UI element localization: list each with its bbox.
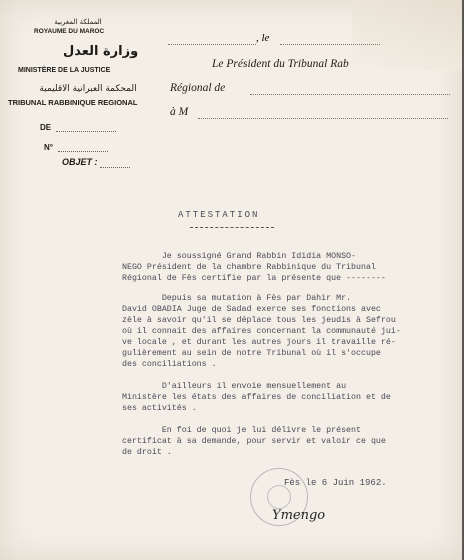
arabic-kingdom-text: المملكة المغربية: [54, 18, 102, 26]
objet-dotline: [100, 167, 130, 168]
body-line-6: David OBADIA Juge de Sadad exerce ses fonctions avec: [122, 305, 381, 314]
body-line-14: Ministère les états des affaires de conciliation et de: [122, 393, 391, 402]
document-title: ATTESTATION: [178, 210, 260, 220]
body-line-8: où il connait des affaires concernant la communauté jui-: [122, 327, 401, 336]
body-line-15: ses activités .: [122, 404, 197, 413]
body-line-17: En foi de quoi je lui délivre le présent: [122, 426, 361, 435]
torn-corner: [352, 0, 462, 70]
body-line-13: D'ailleurs il envoie mensuellement au: [122, 382, 347, 391]
de-label: DE: [40, 123, 52, 132]
body-line-2: NEGO Président de la chambre Rabbinique du Tribunal: [122, 263, 376, 272]
le-label: , le: [256, 32, 270, 44]
body-line-18: certificat à sa demande, pour servir et valoir ce que: [122, 437, 386, 446]
regional-text: Régional de: [170, 82, 226, 94]
arabic-tribunal-text: المحكمة العبرانية الاقليمية: [39, 84, 137, 94]
body-line-7: zèle à savoir qu'il se déplace tous les jeudis à Sefrou: [122, 316, 396, 325]
a-m-text: à M: [170, 106, 189, 118]
body-line-10: gulièrement au sein de notre Tribunal où il s'occupe: [122, 349, 381, 358]
body-line-19: de droit .: [122, 448, 172, 457]
body-line-5: Depuis sa mutation à Fès par Dahir Mr.: [122, 294, 352, 303]
tribunal-text: TRIBUNAL RABBINIQUE REGIONAL: [8, 98, 138, 107]
body-line-11: des conciliations .: [122, 360, 217, 369]
a-m-dotline: [198, 118, 448, 119]
objet-label: OBJET :: [62, 157, 98, 167]
body-line-9: ve locale , et durant les autres jours il travaille ré-: [122, 338, 396, 347]
signature: Ymengo: [272, 508, 326, 523]
president-text: Le Président du Tribunal Rab: [212, 58, 349, 70]
ministry-text: MINISTÈRE DE LA JUSTICE: [18, 67, 111, 74]
body-line-3: Régional de Fès certifie par la présente que --------: [122, 274, 386, 283]
regional-dotline: [250, 94, 450, 95]
date-dotline: [168, 44, 256, 45]
arabic-ministry-text: وزارة العدل: [63, 44, 139, 59]
number-dotline: [58, 151, 108, 152]
date-dotline-2: [280, 44, 380, 45]
title-underline: [190, 227, 274, 228]
kingdom-text: ROYAUME DU MAROC: [34, 28, 105, 35]
de-dotline: [56, 131, 116, 132]
date-line: Fès le 6 Juin 1962.: [284, 478, 387, 488]
body-line-1: Je soussigné Grand Rabbin Ididia MONSO-: [122, 252, 357, 261]
number-label: N°: [44, 143, 53, 152]
